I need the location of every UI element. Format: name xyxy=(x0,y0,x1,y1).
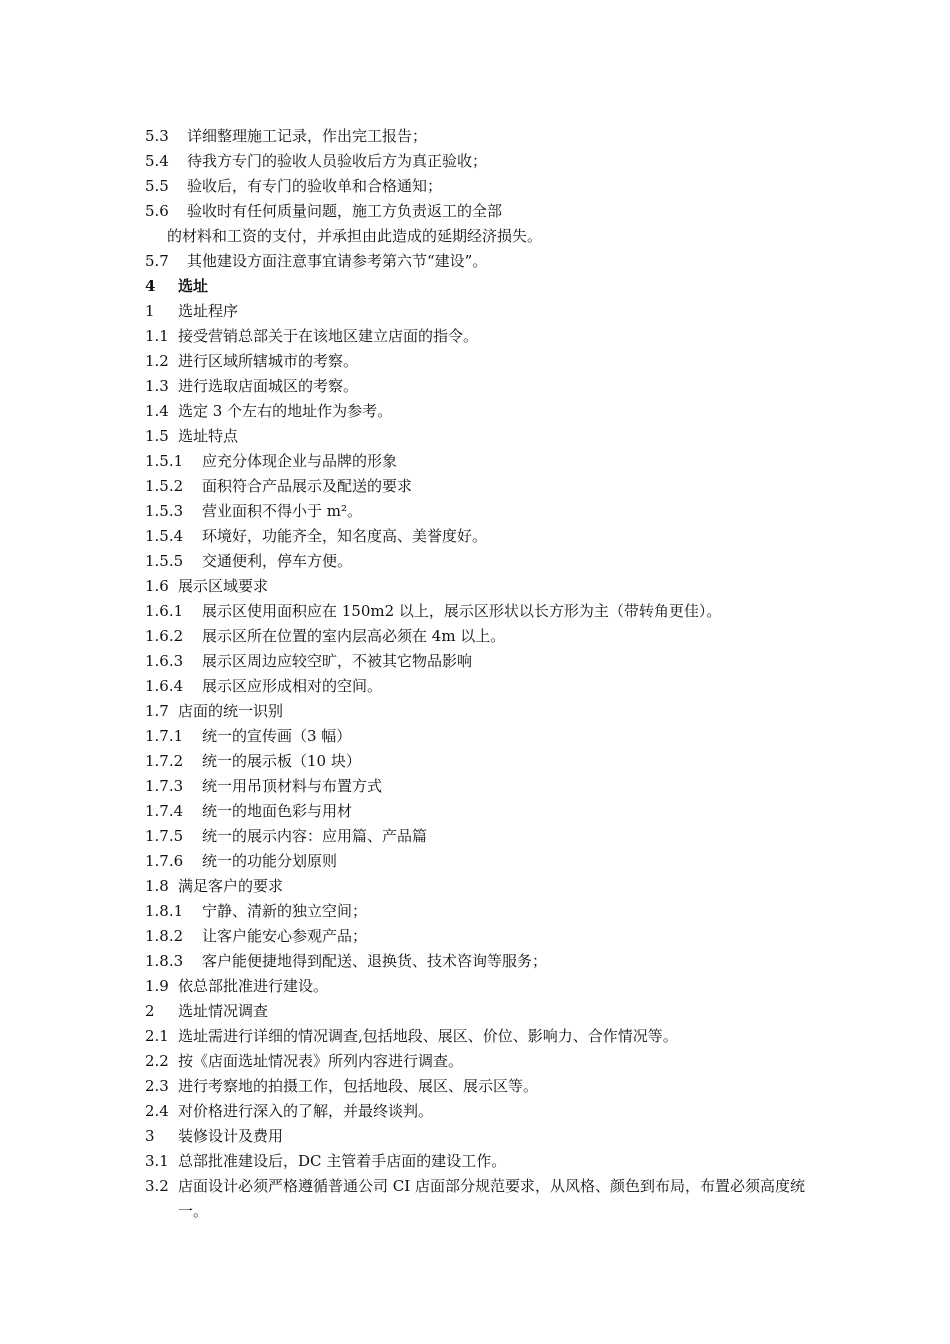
item-text: 统一的地面色彩与用材 xyxy=(202,802,353,820)
item-text: 让客户能安心参观产品； xyxy=(202,927,368,945)
item-text: 的材料和工资的支付，并承担由此造成的延期经济损失。 xyxy=(167,227,543,245)
list-item xyxy=(145,849,815,874)
item-text: 验收后，有专门的验收单和合格通知； xyxy=(187,177,443,195)
item-text: 选址特点 xyxy=(178,427,239,445)
list-item xyxy=(145,599,815,624)
item-number: 5.5 xyxy=(145,177,169,195)
item-number: 1.5.4 xyxy=(145,527,184,545)
item-number: 1.6.1 xyxy=(145,602,184,620)
item-text: 满足客户的要求 xyxy=(178,877,284,895)
item-number: 1.3 xyxy=(145,377,169,395)
item-number: 1.4 xyxy=(145,402,169,420)
list-item xyxy=(145,949,815,974)
list-item xyxy=(145,1149,815,1174)
list-item xyxy=(145,1074,815,1099)
item-number: 1.6.3 xyxy=(145,652,184,670)
item-text: 客户能便捷地得到配送、退换货、技术咨询等服务； xyxy=(202,952,548,970)
item-number: 1.8 xyxy=(145,877,169,895)
list-item xyxy=(145,124,815,149)
item-number: 1 xyxy=(145,302,155,320)
item-number: 5.7 xyxy=(145,252,169,270)
item-text: 环境好，功能齐全，知名度高、美誉度好。 xyxy=(202,527,488,545)
item-text: 待我方专门的验收人员验收后方为真正验收； xyxy=(187,152,488,170)
item-number: 2 xyxy=(145,1002,155,1020)
item-text: 展示区周边应较空旷，不被其它物品影响 xyxy=(202,652,473,670)
item-text: 装修设计及费用 xyxy=(178,1127,284,1145)
item-number: 3.2 xyxy=(145,1177,169,1195)
item-number: 1.7.5 xyxy=(145,827,184,845)
list-item xyxy=(145,774,815,799)
item-number: 1.7.4 xyxy=(145,802,184,820)
item-number: 1.7.3 xyxy=(145,777,184,795)
item-text: 对价格进行深入的了解，并最终谈判。 xyxy=(178,1102,434,1120)
item-text: 交通便利，停车方便。 xyxy=(202,552,353,570)
item-number: 1.5.3 xyxy=(145,502,184,520)
list-item xyxy=(145,624,815,649)
list-item xyxy=(145,1024,815,1049)
item-number: 1.7 xyxy=(145,702,169,720)
list-item xyxy=(145,874,815,899)
list-item xyxy=(145,974,815,999)
item-text: 按《店面选址情况表》所列内容进行调查。 xyxy=(178,1052,464,1070)
item-number: 1.1 xyxy=(145,327,169,345)
item-text: 展示区应形成相对的空间。 xyxy=(202,677,383,695)
list-item xyxy=(145,374,815,399)
item-text: 统一的展示板（10 块） xyxy=(202,752,361,770)
item-text: 统一用吊顶材料与布置方式 xyxy=(202,777,383,795)
item-number: 1.8.1 xyxy=(145,902,184,920)
subsection-heading xyxy=(145,299,815,324)
list-item xyxy=(145,724,815,749)
list-item xyxy=(145,924,815,949)
list-item xyxy=(145,149,815,174)
item-text: 统一的展示内容：应用篇、产品篇 xyxy=(202,827,428,845)
subsection-heading xyxy=(145,999,815,1024)
section-heading xyxy=(145,274,815,299)
item-number: 1.2 xyxy=(145,352,169,370)
item-text: 依总部批准进行建设。 xyxy=(178,977,329,995)
list-item xyxy=(145,699,815,724)
list-item xyxy=(145,824,815,849)
item-text: 进行考察地的拍摄工作，包括地段、展区、展示区等。 xyxy=(178,1077,539,1095)
list-item xyxy=(145,449,815,474)
list-item xyxy=(145,399,815,424)
list-item xyxy=(145,549,815,574)
item-text: 展示区所在位置的室内层高必须在 4m 以上。 xyxy=(202,627,506,645)
list-item xyxy=(145,1049,815,1074)
item-number: 2.3 xyxy=(145,1077,169,1095)
item-number: 5.4 xyxy=(145,152,169,170)
item-number: 2.1 xyxy=(145,1027,169,1045)
list-item xyxy=(145,324,815,349)
item-text: 面积符合产品展示及配送的要求 xyxy=(202,477,413,495)
item-number: 5.6 xyxy=(145,202,169,220)
item-number: 1.7.2 xyxy=(145,752,184,770)
item-text: 营业面积不得小于 m²。 xyxy=(202,502,363,520)
item-text: 宁静、清新的独立空间； xyxy=(202,902,368,920)
item-text: 统一的宣传画（3 幅） xyxy=(202,727,352,745)
item-text: 总部批准建设后，DC 主管着手店面的建设工作。 xyxy=(178,1152,507,1170)
list-item xyxy=(145,174,815,199)
list-item xyxy=(145,424,815,449)
item-number: 1.6 xyxy=(145,577,169,595)
list-item xyxy=(145,674,815,699)
list-item xyxy=(145,1099,815,1124)
item-number: 1.9 xyxy=(145,977,169,995)
item-number: 1.5.2 xyxy=(145,477,184,495)
item-text: 验收时有任何质量问题，施工方负责返工的全部 xyxy=(187,202,503,220)
list-item xyxy=(145,199,815,224)
item-text: 选定 3 个左右的地址作为参考。 xyxy=(178,402,393,420)
item-text: 展示区使用面积应在 150m2 以上，展示区形状以长方形为主（带转角更佳）。 xyxy=(202,602,722,620)
item-number: 1.7.6 xyxy=(145,852,184,870)
item-text: 店面设计必须严格遵循普通公司 CI 店面部分规范要求，从风格、颜色到布局，布置必须高度统一。 xyxy=(178,1177,805,1220)
subsection-heading xyxy=(145,1124,815,1149)
list-item xyxy=(145,249,815,274)
item-text: 选址情况调查 xyxy=(178,1002,269,1020)
item-text: 详细整理施工记录，作出完工报告； xyxy=(187,127,428,145)
item-number: 1.8.3 xyxy=(145,952,184,970)
item-text: 其他建设方面注意事宜请参考第六节“建设”。 xyxy=(187,252,488,270)
item-text: 接受营销总部关于在该地区建立店面的指令。 xyxy=(178,327,479,345)
item-text: 选址需进行详细的情况调查,包括地段、展区、价位、影响力、合作情况等。 xyxy=(178,1027,678,1045)
item-text: 应充分体现企业与品牌的形象 xyxy=(202,452,398,470)
list-item xyxy=(145,649,815,674)
item-number: 1.5.5 xyxy=(145,552,184,570)
item-number: 5.3 xyxy=(145,127,169,145)
item-number: 1.7.1 xyxy=(145,727,184,745)
list-item-continuation xyxy=(145,224,815,249)
item-number: 2.4 xyxy=(145,1102,169,1120)
item-number: 1.6.2 xyxy=(145,627,184,645)
list-item xyxy=(145,349,815,374)
item-text: 选址程序 xyxy=(178,302,239,320)
item-number: 2.2 xyxy=(145,1052,169,1070)
list-item xyxy=(145,799,815,824)
item-text: 店面的统一识别 xyxy=(178,702,284,720)
item-text: 进行区域所辖城市的考察。 xyxy=(178,352,359,370)
item-number: 3.1 xyxy=(145,1152,169,1170)
item-text: 进行选取店面城区的考察。 xyxy=(178,377,359,395)
list-item xyxy=(145,899,815,924)
list-item xyxy=(145,749,815,774)
item-number: 1.6.4 xyxy=(145,677,184,695)
document-body xyxy=(145,124,815,1224)
item-number: 1.5.1 xyxy=(145,452,184,470)
list-item xyxy=(145,1174,815,1224)
section-number: 4 xyxy=(145,277,156,295)
item-number: 1.8.2 xyxy=(145,927,184,945)
item-text: 统一的功能分划原则 xyxy=(202,852,338,870)
list-item xyxy=(145,574,815,599)
list-item xyxy=(145,474,815,499)
section-title: 选址 xyxy=(178,277,209,295)
list-item xyxy=(145,524,815,549)
item-number: 1.5 xyxy=(145,427,169,445)
item-number: 3 xyxy=(145,1127,155,1145)
list-item xyxy=(145,499,815,524)
item-text: 展示区域要求 xyxy=(178,577,269,595)
